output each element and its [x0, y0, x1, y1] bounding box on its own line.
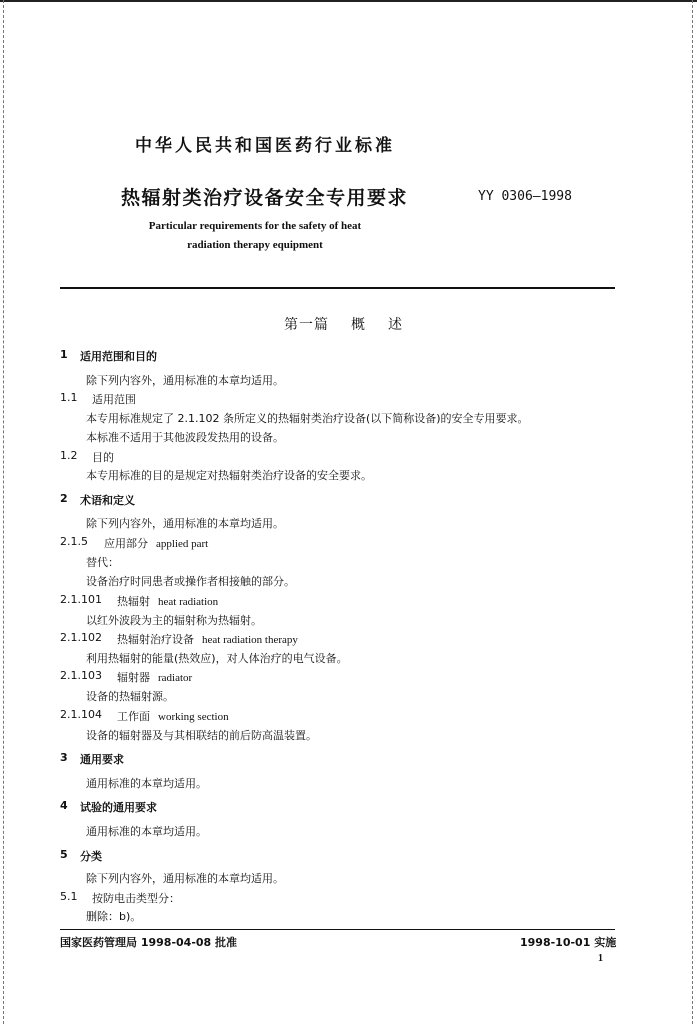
clause-heading: 术语和定义 [80, 494, 135, 507]
term-definition-row [117, 669, 192, 685]
term-en: heat radiation therapy [202, 634, 298, 646]
term-cn: 应用部分 [104, 537, 148, 550]
clause-heading: 按防电击类型分： [92, 892, 180, 905]
clause-heading: 适用范围和目的 [80, 350, 157, 363]
implementation-date: 1998-10-01 实施 [520, 936, 617, 949]
clause-number: 2.1.104 [60, 708, 102, 721]
term-cn: 工作面 [117, 710, 150, 723]
term-definition-row [104, 535, 208, 551]
clause-number: 5 [60, 848, 68, 861]
clause-text: 本标准不适用于其他波段发热用的设备。 [86, 431, 284, 444]
document-title-en-line2: radiation therapy equipment [187, 239, 323, 251]
clause-number: 2.1.102 [60, 631, 102, 644]
clause-text: 除下列内容外，通用标准的本章均适用。 [86, 374, 284, 387]
clause-text: 替代： [86, 556, 119, 569]
term-en: heat radiation [158, 596, 219, 608]
clause-text: 利用热辐射的能量(热效应)，对人体治疗的电气设备。 [86, 652, 348, 665]
clause-number: 2.1.101 [60, 593, 102, 606]
clause-text: 除下列内容外，通用标准的本章均适用。 [86, 872, 284, 885]
scan-edge-left [3, 0, 5, 1024]
document-title-cn: 热辐射类治疗设备安全专用要求 [121, 187, 409, 209]
term-definition-row [117, 631, 298, 647]
approval-line: 国家医药管理局 1998-04-08 批准 [60, 936, 238, 949]
clause-text: 本专用标准的目的是规定对热辐射类治疗设备的安全要求。 [86, 469, 372, 482]
term-en: radiator [158, 672, 193, 684]
clause-number: 2.1.5 [60, 535, 88, 548]
clause-text: 删除：b)。 [86, 910, 142, 923]
scan-edge-right [692, 0, 694, 1024]
clause-heading: 通用要求 [80, 753, 124, 766]
clause-number: 3 [60, 751, 68, 764]
clause-number: 4 [60, 799, 68, 812]
scan-edge-top [0, 0, 697, 2]
term-cn: 辐射器 [117, 671, 150, 684]
clause-text: 以红外波段为主的辐射称为热辐射。 [86, 614, 262, 627]
clause-number: 1.2 [60, 449, 78, 462]
term-en: working section [158, 711, 229, 723]
term-cn: 热辐射治疗设备 [117, 633, 194, 646]
clause-heading: 试验的通用要求 [80, 801, 157, 814]
page-number: 1 [598, 953, 603, 964]
clause-number: 2.1.103 [60, 669, 102, 682]
part-title-number: 第一篇 [284, 317, 329, 333]
clause-text: 设备治疗时同患者或操作者相接触的部分。 [86, 575, 295, 588]
standard-number: YY 0306—1998 [478, 189, 572, 204]
clause-text: 除下列内容外，通用标准的本章均适用。 [86, 517, 284, 530]
clause-text: 通用标准的本章均适用。 [86, 825, 207, 838]
clause-heading: 分类 [80, 850, 102, 863]
part-title-word2: 述 [388, 317, 403, 333]
term-definition-row [117, 593, 218, 609]
clause-text: 设备的辐射器及与其相联结的前后防高温装置。 [86, 729, 317, 742]
issuing-organization: 中华人民共和国医药行业标准 [135, 136, 395, 156]
part-title [284, 314, 425, 334]
clause-number: 2 [60, 492, 68, 505]
term-en: applied part [156, 538, 209, 550]
term-definition-row [117, 708, 229, 724]
clause-heading: 适用范围 [92, 393, 136, 406]
part-title-word1: 概 [351, 317, 366, 333]
term-cn: 热辐射 [117, 595, 150, 608]
header-rule [60, 287, 615, 289]
clause-heading: 目的 [92, 451, 114, 464]
document-title-en-line1: Particular requirements for the safety of heat [148, 220, 362, 232]
clause-number: 5.1 [60, 890, 78, 903]
clause-text: 本专用标准规定了 2.1.102 条所定义的热辐射类治疗设备(以下简称设备)的安全专用要求。 [86, 412, 529, 425]
clause-number: 1.1 [60, 391, 78, 404]
clause-text: 设备的热辐射源。 [86, 690, 174, 703]
clause-text: 通用标准的本章均适用。 [86, 777, 207, 790]
clause-number: 1 [60, 348, 68, 361]
footer-rule [60, 929, 615, 930]
